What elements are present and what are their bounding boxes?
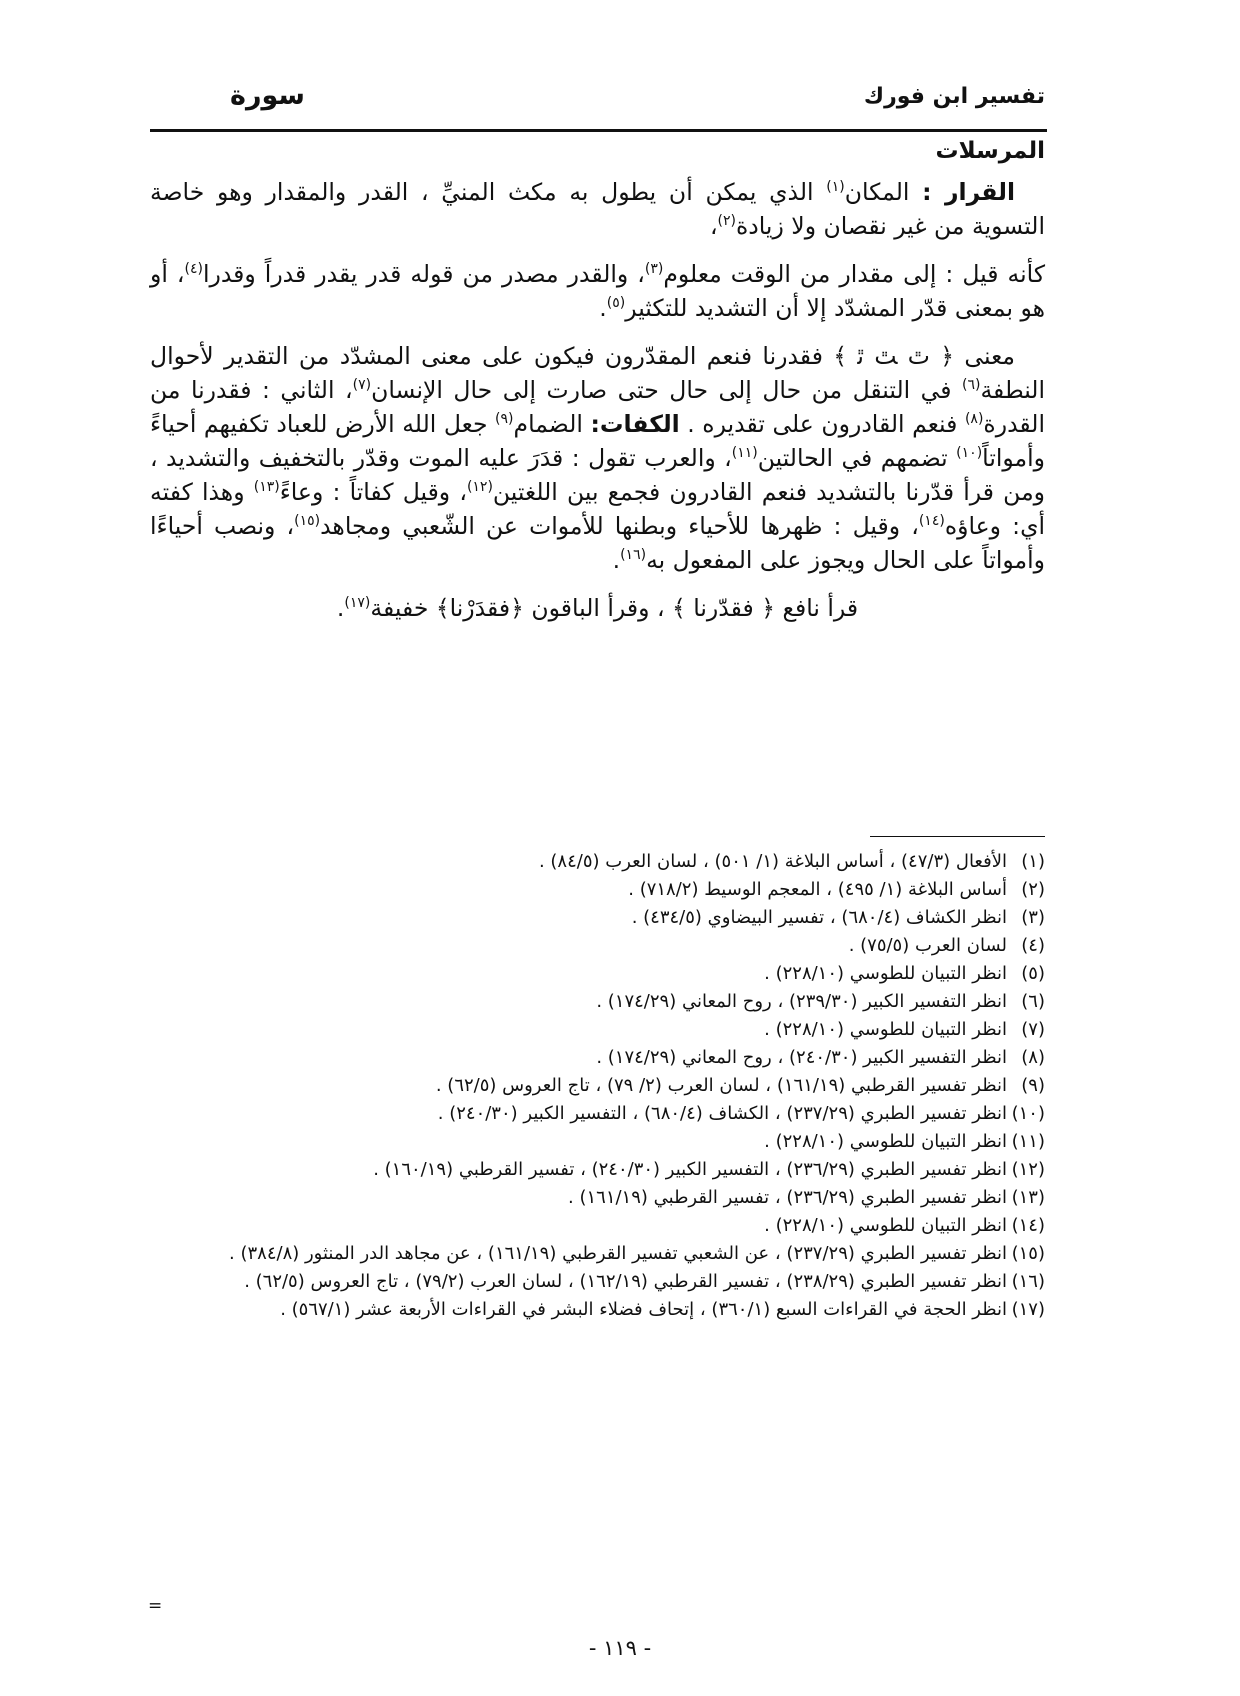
footnote-item <box>150 1016 1045 1044</box>
footnote-ref[interactable]: (١٦) <box>620 547 647 563</box>
footnote-number: (٦) <box>1021 991 1045 1012</box>
text-run: ، وقيل : ظهرها للأحياء وبطنها للأموات عن الشّعبي ومجاهد <box>320 512 919 540</box>
footnote-item <box>150 1240 1045 1268</box>
text-run: ، وقيل كفاتاً : وعاءً <box>279 478 467 506</box>
footnote-ref[interactable]: (٤) <box>184 261 203 277</box>
footnote-number: (١٤) <box>1011 1215 1045 1236</box>
footnote-ref[interactable]: (١٤) <box>918 513 945 529</box>
footnote-text: انظر التفسير الكبير (٢٤٠/٣٠) ، روح المعاني (١٧٤/٢٩) . <box>596 1047 1007 1068</box>
term-qarar: القرار : <box>922 178 1015 206</box>
footnote-number: (١٦) <box>1011 1271 1045 1292</box>
footnote-number: (٢) <box>1021 879 1045 900</box>
footnote-number: (٣) <box>1021 907 1045 928</box>
footnote-ref[interactable]: (٣) <box>644 261 664 277</box>
footnote-number: (٤) <box>1021 935 1045 956</box>
footnote-number: (٧) <box>1021 1019 1045 1040</box>
footnote-text: انظر تفسير الطبري (٢٣٧/٢٩) ، الكشاف (٦٨٠/٤) ، التفسير الكبير (٢٤٠/٣٠) . <box>437 1103 1007 1124</box>
footnote-ref[interactable]: (١٧) <box>344 595 371 611</box>
footnote-text: انظر التفسير الكبير (٢٣٩/٣٠) ، روح المعاني (١٧٤/٢٩) . <box>596 991 1007 1012</box>
text-run: قرأ نافع ﴿ فقدّرنا ﴾ ، وقرأ الباقون ﴿فقدَرْنا﴾ خفيفة <box>370 594 859 622</box>
text-run: الضمام <box>513 410 591 438</box>
footnote-text: الأفعال (٤٧/٣) ، أساس البلاغة (١/ ٥٠١) ، لسان العرب (٨٤/٥) . <box>538 851 1007 872</box>
footnote-text: انظر تفسير الطبري (٢٣٧/٢٩) ، عن الشعبي تفسير القرطبي (١٦١/١٩) ، عن مجاهد الدر المنثور (٣٨٤/٨) . <box>229 1243 1007 1264</box>
footnote-ref[interactable]: (٢) <box>717 213 736 229</box>
footnote-ref[interactable]: (١١) <box>731 445 758 461</box>
footnote-text: انظر تفسير القرطبي (١٦١/١٩) ، لسان العرب (٢/ ٧٩) ، تاج العروس (٦٢/٥) . <box>435 1075 1007 1096</box>
footnotes <box>150 848 1045 1324</box>
footnote-number: (١٥) <box>1011 1243 1045 1264</box>
paragraph-kifat <box>150 339 1045 577</box>
footnote-ref[interactable]: (١) <box>826 179 845 195</box>
footnote-text: انظر تفسير الطبري (٢٣٨/٢٩) ، تفسير القرطبي (١٦٢/١٩) ، لسان العرب (٧٩/٢) ، تاج العروس (٦٢/٥) . <box>244 1271 1007 1292</box>
footnote-text: انظر التبيان للطوسي (٢٢٨/١٠) . <box>764 1019 1007 1040</box>
footnote-number: (١٠) <box>1011 1103 1045 1124</box>
footnote-ref[interactable]: (١٢) <box>466 479 493 495</box>
text-run: وهذا كفته أي: وعاؤه <box>150 478 1045 540</box>
footnote-item <box>150 1268 1045 1296</box>
text-run: كأنه قيل : إلى مقدار من الوقت معلوم <box>663 260 1046 288</box>
footnote-text: لسان العرب (٧٥/٥) . <box>848 935 1007 956</box>
footnote-ref[interactable]: (٩) <box>495 411 514 427</box>
paragraph-readings <box>150 591 1045 625</box>
text-run: . <box>599 294 607 322</box>
footnote-item <box>150 1100 1045 1128</box>
footnote-number: (١٢) <box>1011 1159 1045 1180</box>
footnote-item <box>150 988 1045 1016</box>
footnote-number: (١٣) <box>1011 1187 1045 1208</box>
footnote-item <box>150 1212 1045 1240</box>
footnote-item <box>150 932 1045 960</box>
running-header <box>150 80 1045 124</box>
footnote-number: (٥) <box>1021 963 1045 984</box>
footnote-text: انظر الكشاف (٦٨٠/٤) ، تفسير البيضاوي (٤٣٤/٥) . <box>631 907 1007 928</box>
text-run: ، أو هو بمعنى قدّر المشدّد إلا أن التشديد للتكثير <box>150 260 1045 322</box>
footnote-separator <box>870 836 1045 837</box>
text-run: . <box>336 594 345 622</box>
footnote-item <box>150 876 1045 904</box>
text-run: الذي يمكن أن يطول به مكث المنيِّ ، القدر والمقدار وهو خاصة التسوية من غير نقصان ولا زيادة <box>150 178 1045 240</box>
footnote-item <box>150 848 1045 876</box>
text-run: ، الثاني : فقدرنا من القدرة <box>150 376 1045 438</box>
footnote-ref[interactable]: (١٣) <box>253 479 280 495</box>
surah-name: المرسلات <box>935 138 1045 164</box>
footnote-number: (١) <box>1021 851 1045 872</box>
text-run: . <box>612 546 621 574</box>
text-run: جعل الله الأرض للعباد تكفيهم أحياءً وأمواتاً <box>150 410 1045 472</box>
footnote-text: أساس البلاغة (١/ ٤٩٥) ، المعجم الوسيط (٧١٨/٢) . <box>628 879 1007 900</box>
footnote-ref[interactable]: (٨) <box>964 411 984 427</box>
text-run: ، والقدر مصدر من قوله قدر يقدر قدراً وقدرا <box>202 260 645 288</box>
footnote-ref[interactable]: (٦) <box>961 377 981 393</box>
main-text <box>150 175 1045 639</box>
footnote-ref[interactable]: (٧) <box>352 377 372 393</box>
footnote-text: انظر التبيان للطوسي (٢٢٨/١٠) . <box>764 1215 1007 1236</box>
footnote-text: انظر التبيان للطوسي (٢٢٨/١٠) . <box>764 963 1007 984</box>
footnote-item <box>150 1184 1045 1212</box>
footnote-ref[interactable]: (١٥) <box>294 513 321 529</box>
paragraph-qadar <box>150 257 1045 325</box>
paragraph-qarar <box>150 175 1045 243</box>
footnote-item <box>150 1072 1045 1100</box>
footnote-item <box>150 1044 1045 1072</box>
footnote-number: (١٧) <box>1011 1299 1045 1320</box>
header-rule <box>150 129 1047 132</box>
page-number: - ١١٩ - <box>588 1636 652 1660</box>
footnote-item <box>150 1296 1045 1324</box>
footnote-text: انظر التبيان للطوسي (٢٢٨/١٠) . <box>764 1131 1007 1152</box>
text-run: معنى ﴿ ﭢ ﭣ ﭤ ﴾ فقدرنا فنعم المقدّرون فيكون على معنى المشدّد من التقدير لأحوال النطفة <box>150 342 1045 404</box>
footnote-ref[interactable]: (١٠) <box>956 445 983 461</box>
footnote-number: (٨) <box>1021 1047 1045 1068</box>
footnote-item <box>150 1156 1045 1184</box>
footnote-ref[interactable]: (٥) <box>606 295 626 311</box>
text-run: ، والعرب تقول : قدَرَ عليه الموت وقدّر بالتخفيف والتشديد ، ومن قرأ قدّرنا بالتشديد فنعم القادرون فجمع بين اللغتين <box>150 444 1046 506</box>
text-run: ، <box>709 212 718 240</box>
book-title: تفسير ابن فورك <box>863 84 1045 109</box>
footnote-number: (١١) <box>1011 1131 1045 1152</box>
continuation-mark: = <box>148 1596 163 1616</box>
term-kifat: الكفات: <box>590 410 680 438</box>
surah-label: سورة <box>230 80 305 111</box>
text-run: ، ونصب أحياءًا وأمواتاً على الحال ويجوز على المفعول به <box>150 512 1045 574</box>
text-run: فنعم القادرون على تقديره . <box>679 410 965 438</box>
footnote-text: انظر تفسير الطبري (٢٣٦/٢٩) ، تفسير القرطبي (١٦١/١٩) . <box>568 1187 1007 1208</box>
text-run: المكان <box>844 178 923 206</box>
footnote-text: انظر الحجة في القراءات السبع (٣٦٠/١) ، إتحاف فضلاء البشر في القراءات الأربعة عشر (٥٦٧/١) . <box>280 1299 1007 1320</box>
footnote-text: انظر تفسير الطبري (٢٣٦/٢٩) ، التفسير الكبير (٢٤٠/٣٠) ، تفسير القرطبي (١٦٠/١٩) . <box>373 1159 1007 1180</box>
footnote-number: (٩) <box>1021 1075 1045 1096</box>
text-run: في التنقل من حال إلى حال حتى صارت إلى حال الإنسان <box>371 376 962 404</box>
footnote-item <box>150 960 1045 988</box>
footnote-item <box>150 904 1045 932</box>
footnote-item <box>150 1128 1045 1156</box>
text-run: تضمهم في الحالتين <box>757 444 957 472</box>
